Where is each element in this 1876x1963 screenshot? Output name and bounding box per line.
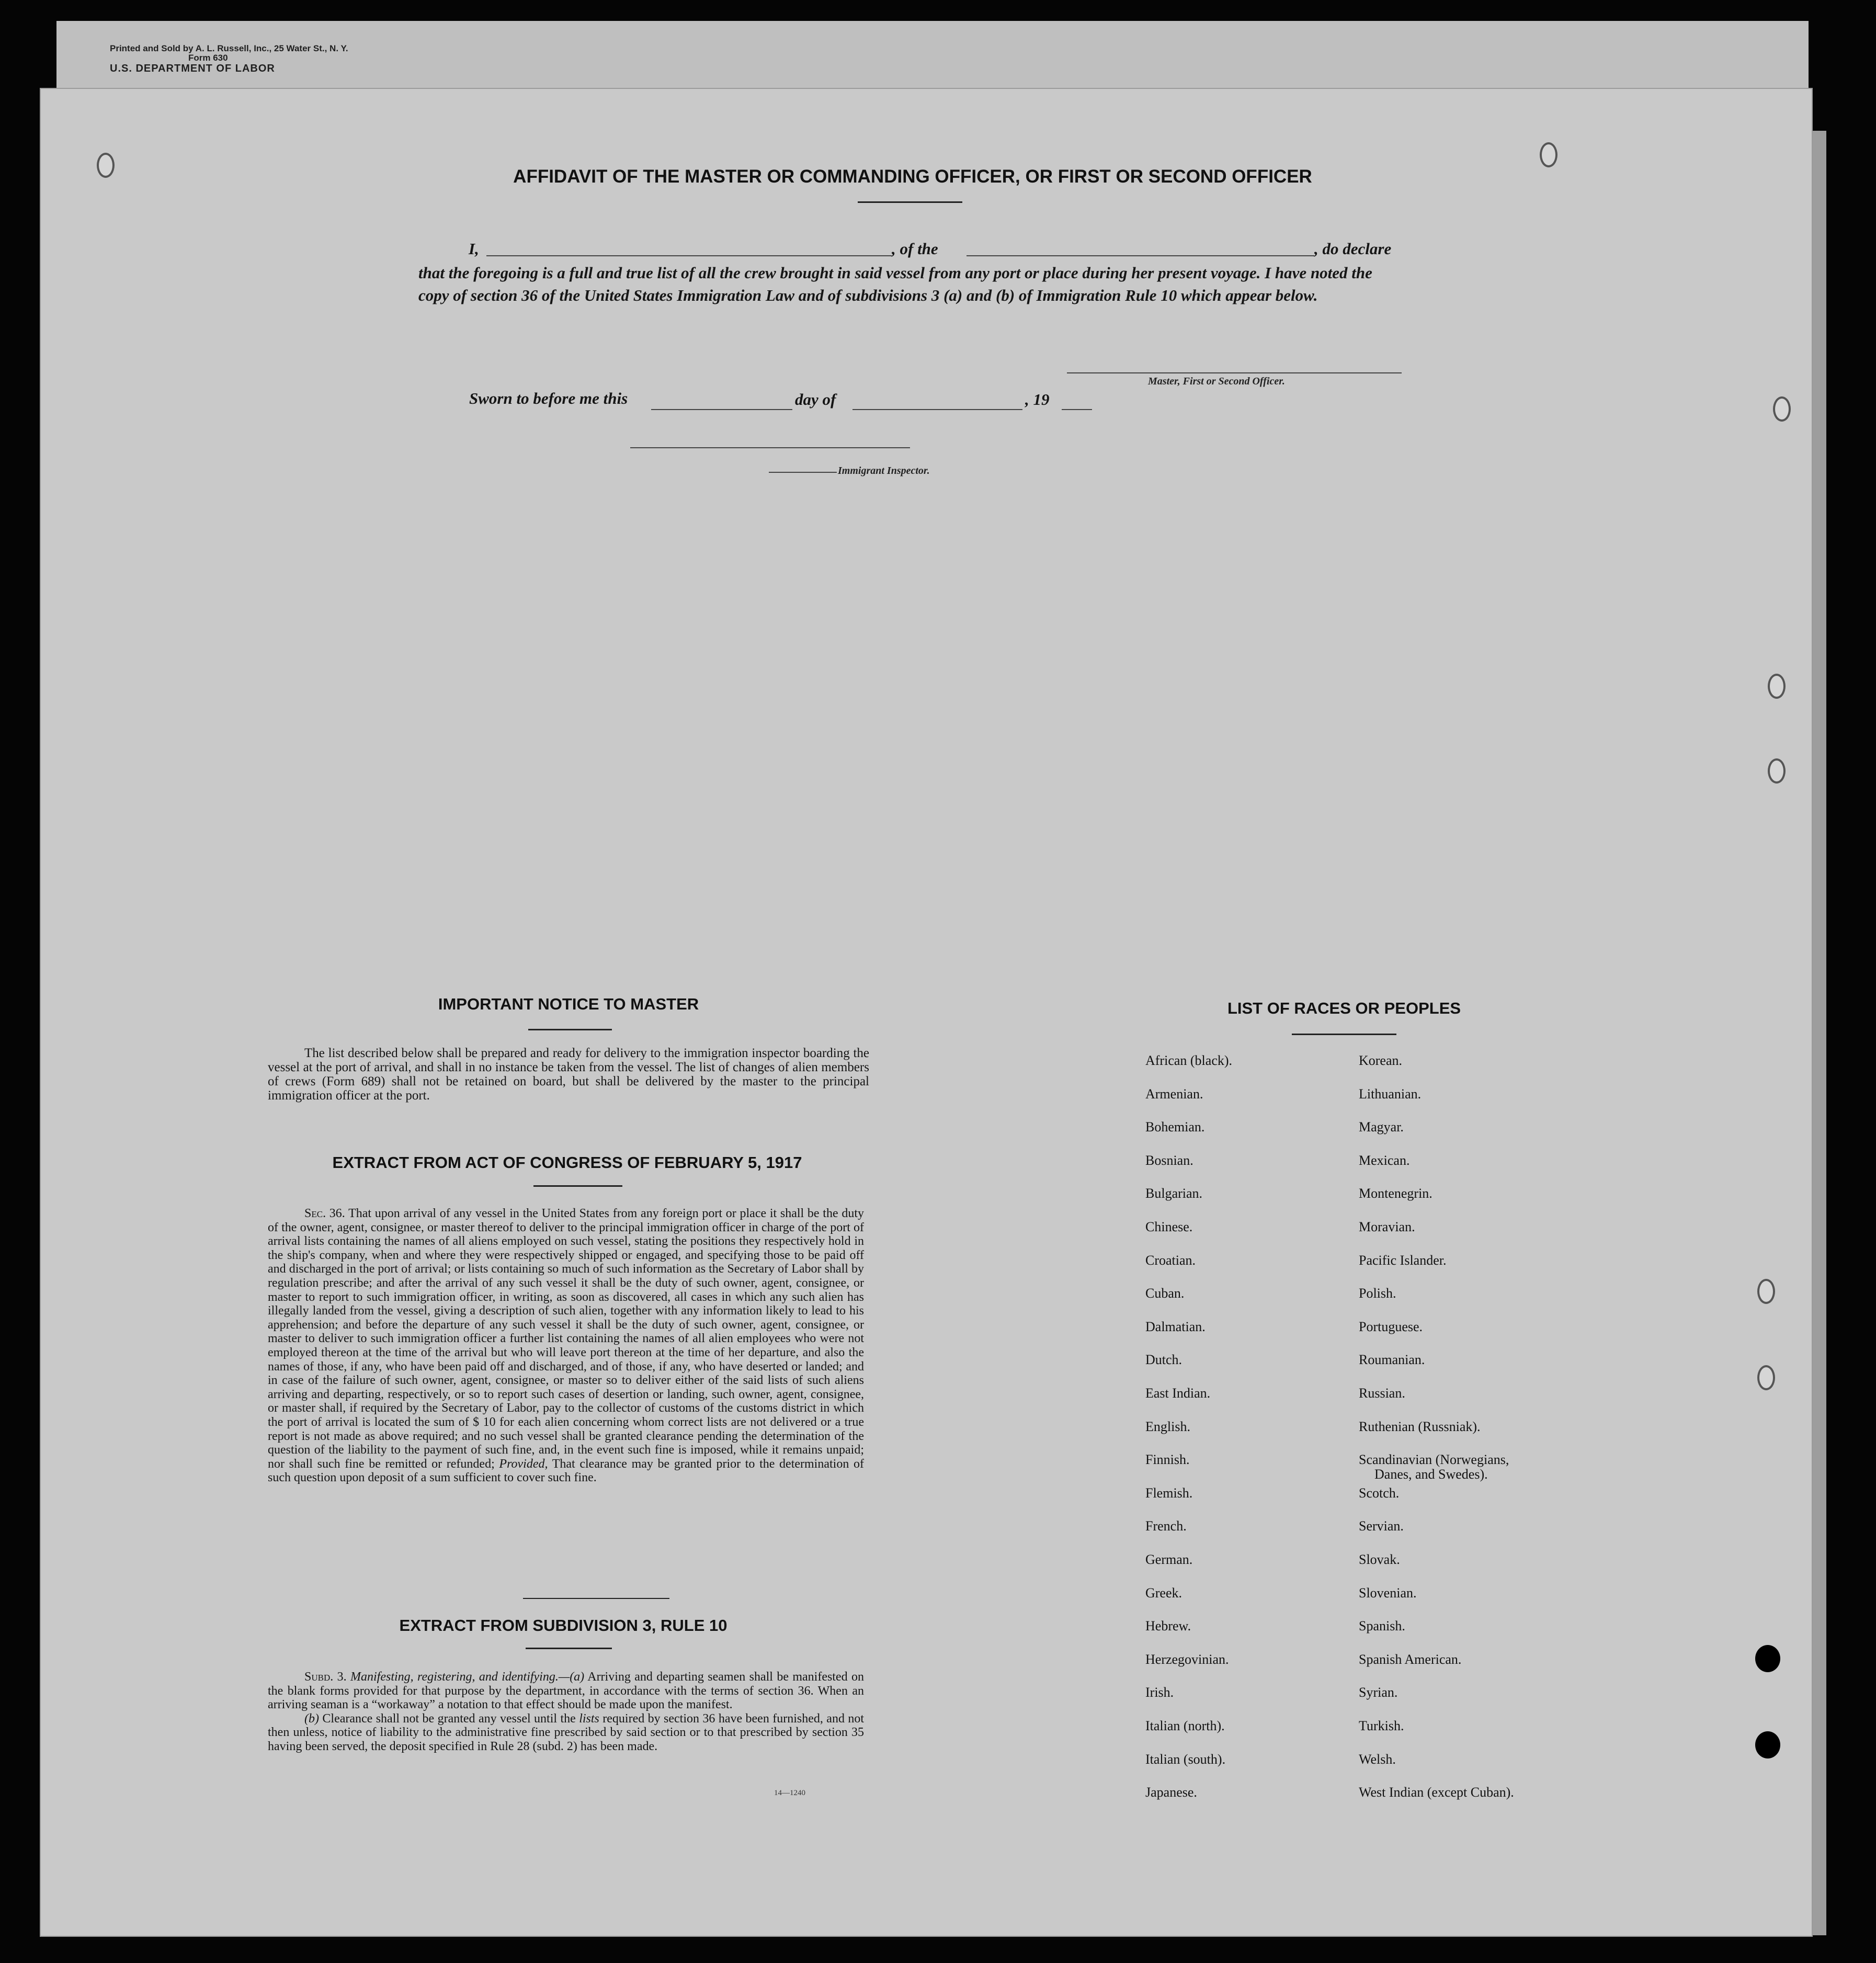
race-item: West Indian (except Cuban).: [1359, 1785, 1514, 1800]
races-underline: [1292, 1034, 1396, 1035]
race-item: Greek.: [1145, 1585, 1183, 1601]
month-blank: [852, 409, 1022, 410]
printer-line: Printed and Sold by A. L. Russell, Inc., 25 Water St., N. Y.: [110, 43, 348, 53]
provided-body: That clearance may be granted prior to the determination of such question upon deposit of a sum sufficient to cover such fine.: [268, 1457, 864, 1485]
race-item: Turkish.: [1359, 1718, 1404, 1733]
race-item: Polish.: [1359, 1286, 1396, 1301]
year-label: , 19: [1025, 390, 1050, 409]
lists-word: lists: [579, 1711, 599, 1726]
race-item: Bulgarian.: [1145, 1186, 1203, 1201]
vessel-blank: [967, 255, 1314, 256]
section-36-body: That upon arrival of any vessel in the United States from any foreign port or place it shall be the duty of the owner, agent, consignee, or master thereof to deliver to the principal immigration officer in charge of the port of arrival lists containing the names of all aliens employed on such vessel, stating the positions they respectively hold in the ship's company, when and where they were respectively shipped or engaged, and specifying those to be paid off and discharged in the port of arrival; or lists containing so much of such information as the Secretary of Labor shall by regulation prescribe; and after the arrival of any such vessel it shall be the duty of such owner, agent, consignee, or master to report to such immigration officer, in writing, as soon as discovered, all cases in which any such alien has illegally landed from the vessel, giving a description of such alien, together with any information likely to lead to his apprehension; and before the departure of any such vessel it shall be the duty of such owner, agent, consignee, or master to deliver to such immigration officer a further list containing the names of all alien employees who were not employed thereon at the time of the arrival but who will leave port thereon at the time of her departure, and also the names of those, if any, who have been paid off and discharged, and of those, if any, who have deserted or landed; and in case of the failure of such owner, agent, consignee, or master so to deliver either of the said lists of such aliens arriving and departing, respectively, or so to report such cases of desertion or landing, such owner, agent, consignee, or master shall, if required by the Secretary of Labor, pay to the collector of customs of the customs district in which the port of arrival is located the sum of $ 10 for each alien concerning whom correct lists are not delivered or a true report is not made as above required; and no such vessel shall be granted clearance pending the determination of the question of the liability to the payment of such fine, and, in the event such fine is imposed, while it remains unpaid; nor shall such fine be remitted or refunded;: [268, 1207, 864, 1471]
race-item: Syrian.: [1359, 1685, 1398, 1700]
race-item: Spanish American.: [1359, 1651, 1462, 1667]
printer-imprint: [110, 44, 348, 73]
race-item: German.: [1145, 1552, 1193, 1567]
race-item: Bosnian.: [1145, 1152, 1193, 1168]
race-item: Welsh.: [1359, 1751, 1396, 1767]
race-item: African (black).: [1145, 1053, 1233, 1068]
race-item: Lithuanian.: [1359, 1086, 1422, 1102]
race-item: East Indian.: [1145, 1386, 1211, 1401]
race-item: Irish.: [1145, 1685, 1174, 1700]
name-blank: [486, 255, 892, 256]
notice-title: IMPORTANT NOTICE TO MASTER: [438, 995, 699, 1013]
race-item: Dalmatian.: [1145, 1319, 1206, 1334]
race-item: Spanish.: [1359, 1618, 1405, 1634]
form-number: Form 630: [188, 53, 228, 63]
race-item: Servian.: [1359, 1518, 1404, 1534]
race-item: Scotch.: [1359, 1485, 1400, 1501]
declaration-text: that the foregoing is a full and true list of all the crew brought in said vessel from any port or place during her present voyage. I have noted the copy of section 36 of the United States Immigration Law and of subdivisions 3 (a) and (b) of Immigration Rule 10 which appear below.: [418, 264, 1372, 304]
rule-title: EXTRACT FROM SUBDIVISION 3, RULE 10: [399, 1616, 727, 1635]
race-item: Herzegovinian.: [1145, 1651, 1229, 1667]
race-item: Roumanian.: [1359, 1352, 1425, 1368]
inspector-signature-line: [630, 447, 910, 448]
binder-hole: [1540, 142, 1557, 167]
race-item: Magyar.: [1359, 1119, 1404, 1135]
race-item: Italian (south).: [1145, 1751, 1226, 1767]
inspector-caption: Immigrant Inspector.: [838, 465, 930, 476]
binder-hole: [97, 153, 115, 178]
subd-a-body: Arriving and departing seamen shall be manifested on the blank forms provided for that purpose by the department, in accordance with the terms of section 36. When an arriving seaman is a “workaway” a notation to that effect should be made upon the manifest.: [268, 1670, 865, 1711]
race-item: Montenegrin.: [1359, 1186, 1432, 1201]
rule-10-text: [268, 1670, 864, 1753]
of-the-label: , of the: [892, 240, 938, 258]
day-blank: [651, 409, 792, 410]
race-item: Slovenian.: [1359, 1585, 1417, 1601]
form-code: 14—1240: [774, 1789, 805, 1797]
i-label: I,: [469, 240, 479, 258]
race-item: Finnish.: [1145, 1452, 1190, 1468]
binder-hole: [1757, 1279, 1775, 1304]
inspector-caption-rule: [769, 472, 837, 473]
binder-hole: [1773, 396, 1791, 422]
race-item: Pacific Islander.: [1359, 1252, 1447, 1268]
rule-underline: [526, 1648, 612, 1649]
race-item: Italian (north).: [1145, 1718, 1225, 1733]
subd-heading: Manifesting, registering, and identifying.—(a): [350, 1670, 585, 1684]
notice-body: The list described below shall be prepared and ready for delivery to the immigration inspector boarding the vessel at the port of arrival, and shall in no instance be taken from the vessel. The list of changes of alien members of crews (Form 689) shall not be retained on board, but shall be delivered by the master to the principal immigration officer at the port.: [268, 1046, 869, 1103]
binder-hole: [1755, 1645, 1780, 1672]
binder-hole: [1755, 1731, 1780, 1758]
provided-label: Provided,: [499, 1457, 548, 1471]
race-item: Scandinavian (Norwegians,: [1359, 1452, 1509, 1468]
binder-hole: [1757, 1365, 1775, 1390]
subd-b-body-1: Clearance shall not be granted any vessel until the: [322, 1711, 576, 1726]
sworn-label: Sworn to before me this: [469, 389, 628, 407]
subd-b-body-2: required by section 36 have been furnished, and not then unless, notice of liability to the administrative fine prescribed by said section or to that prescribed by section 35 having been served, the deposit specified in Rule 28 (subd. 2) has been made.: [268, 1711, 865, 1753]
race-item: Croatian.: [1145, 1252, 1196, 1268]
race-item: Hebrew.: [1145, 1618, 1191, 1634]
department-name: U.S. DEPARTMENT OF LABOR: [110, 63, 275, 74]
subd-label: Subd. 3.: [304, 1670, 347, 1684]
race-item: Moravian.: [1359, 1219, 1415, 1234]
race-item: Cuban.: [1145, 1286, 1185, 1301]
section-divider: [523, 1598, 669, 1599]
race-item: Bohemian.: [1145, 1119, 1205, 1135]
do-declare-label: , do declare: [1314, 240, 1392, 258]
race-item: Armenian.: [1145, 1086, 1203, 1102]
race-item: Ruthenian (Russniak).: [1359, 1419, 1481, 1434]
title-underline: [858, 201, 962, 203]
signature-caption: Master, First or Second Officer.: [1148, 376, 1285, 387]
section-label: Sec. 36.: [304, 1207, 345, 1220]
year-blank: [1062, 409, 1092, 410]
race-item: Russian.: [1359, 1386, 1405, 1401]
affidavit-title: AFFIDAVIT OF THE MASTER OR COMMANDING OFFICER, OR FIRST OR SECOND OFFICER: [513, 166, 1312, 187]
binder-hole: [1768, 758, 1786, 784]
act-title: EXTRACT FROM ACT OF CONGRESS OF FEBRUARY 5, 1917: [332, 1153, 802, 1172]
race-item: Slovak.: [1359, 1552, 1400, 1567]
race-item: Japanese.: [1145, 1785, 1197, 1800]
page-edge-strip: [1813, 131, 1826, 1935]
subd-b-label: (b): [304, 1711, 319, 1726]
race-item: English.: [1145, 1419, 1190, 1434]
section-36-text: [268, 1207, 864, 1485]
act-underline: [533, 1185, 622, 1187]
race-item: Flemish.: [1145, 1485, 1193, 1501]
race-item: French.: [1145, 1518, 1187, 1534]
notice-underline: [528, 1029, 612, 1030]
signature-line: [1067, 372, 1402, 373]
race-item: Danes, and Swedes).: [1374, 1467, 1488, 1482]
race-item: Chinese.: [1145, 1219, 1193, 1234]
race-item: Korean.: [1359, 1053, 1403, 1068]
race-item: Dutch.: [1145, 1352, 1183, 1368]
race-item: Mexican.: [1359, 1152, 1410, 1168]
race-item: Portuguese.: [1359, 1319, 1423, 1334]
binder-hole: [1768, 674, 1786, 699]
day-of-label: day of: [795, 390, 836, 409]
races-title: LIST OF RACES OR PEOPLES: [1227, 999, 1461, 1017]
